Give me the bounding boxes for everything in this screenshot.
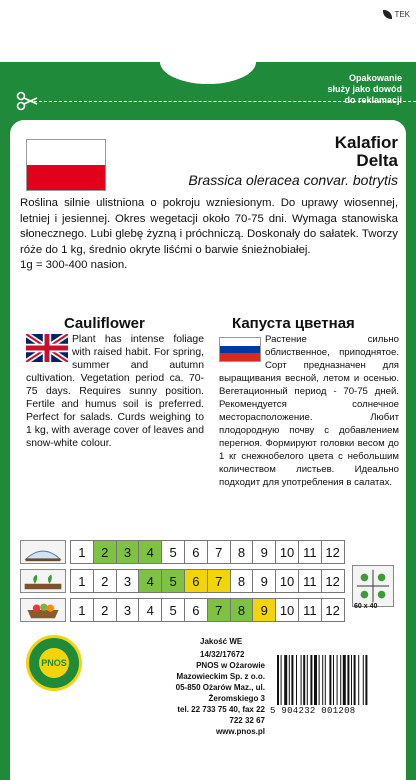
pnos-logo: PNOS — [26, 635, 82, 691]
english-description: Plant has intense foliage with raised habit. For spring, summer and autumn cultivation. Vegetation period ca. 70-75 days. Requires sunny position. Fertile and humus soil is preferred. Perfect for salads. Curds weighing to 1 kg, with average cover of leaves and snow-white colour. — [26, 334, 204, 449]
month-cell: 12 — [321, 540, 345, 564]
month-cell: 9 — [252, 598, 276, 622]
product-title: Kalafior Delta Brassica oleracea convar. botrytis — [188, 133, 398, 188]
month-cell: 7 — [207, 569, 231, 593]
russian-description: Растение сильно облиственное, приподнятое. Сорт предназначен для выращивания весной, летом и осенью. Вегетационный период - 70-75 дней. Рекомендуется солнечное месторасположение. Любит плодородную почву с добавлением перегноя. Формируют головки весом до 1 кг снежнобелого цвета с небольшим количеством листьев. Идеально подходит для употребления в салатах. — [219, 334, 399, 488]
quality-label: Jakość WE — [200, 637, 243, 646]
greenhouse-sowing-icon — [20, 540, 66, 564]
month-cell: 4 — [138, 569, 162, 593]
month-cell: 3 — [116, 569, 140, 593]
month-cell: 10 — [275, 598, 299, 622]
month-cell: 7 — [207, 598, 231, 622]
month-cell: 8 — [230, 569, 254, 593]
month-cell: 2 — [93, 569, 117, 593]
month-cell: 10 — [275, 540, 299, 564]
outdoor-planting-icon — [20, 569, 66, 593]
month-cell: 9 — [252, 569, 276, 593]
spacing-icon — [352, 565, 394, 607]
complaint-notice: Opakowanie służy jako dowód do reklamacji — [327, 73, 402, 105]
month-cell: 1 — [70, 569, 94, 593]
month-cell: 2 — [93, 540, 117, 564]
month-cell: 6 — [184, 540, 208, 564]
calendar-row-planting — [20, 569, 396, 593]
hang-hole — [160, 40, 256, 84]
month-cell: 4 — [138, 598, 162, 622]
month-cell: 1 — [70, 540, 94, 564]
month-cell: 8 — [230, 540, 254, 564]
calendar-row-sowing — [20, 540, 396, 564]
month-cell: 5 — [161, 540, 185, 564]
leaf-icon — [383, 10, 392, 19]
harvest-icon — [20, 598, 66, 622]
month-cell: 11 — [298, 569, 322, 593]
month-cell: 4 — [138, 540, 162, 564]
barcode-number: 5 904232 001208 — [270, 706, 356, 716]
tek-mark: TEK — [383, 10, 410, 19]
barcode — [275, 655, 400, 705]
month-cell: 12 — [321, 598, 345, 622]
cut-line — [34, 101, 416, 102]
english-heading: Cauliflower — [64, 315, 145, 332]
month-cell: 6 — [184, 569, 208, 593]
month-cell: 9 — [252, 540, 276, 564]
month-cell: 5 — [161, 569, 185, 593]
month-cell: 5 — [161, 598, 185, 622]
russian-heading: Капуста цветная — [232, 315, 355, 332]
month-cell: 10 — [275, 569, 299, 593]
month-cell: 6 — [184, 598, 208, 622]
poland-flag-icon — [26, 139, 106, 191]
month-cell: 3 — [116, 540, 140, 564]
month-cell: 1 — [70, 598, 94, 622]
polish-description: Roślina silnie ulistniona o pokroju wzniesionym. Do uprawy wiosennej, letniej i jesiennej. Okres wegetacji około 70-75 dni. Wymaga stanowiska słonecznego. Lubi glebę żyzną i próchniczą. Doskonały do sałatek. Tworzy róże do 1 kg, średnio okryte liśćmi o barwie śnieżnobiałej. 1g = 300-400 nasion. — [20, 197, 398, 271]
month-cell: 7 — [207, 540, 231, 564]
month-cell: 12 — [321, 569, 345, 593]
month-cell: 2 — [93, 598, 117, 622]
calendar-row-harvest — [20, 598, 396, 622]
month-cell: 11 — [298, 598, 322, 622]
month-cell: 3 — [116, 598, 140, 622]
month-cell: 8 — [230, 598, 254, 622]
spacing-label: 60 x 40 — [354, 603, 378, 610]
company-address: PNOS w Ożarowie Mazowieckim Sp. z o.o. 05-850 Ożarów Maz., ul. Żeromskiego 3 tel. 22 733 75 40, fax 22 722 32 67 www.pnos.pl — [175, 661, 265, 736]
month-cell: 11 — [298, 540, 322, 564]
lot-number: 14/32/17672 — [200, 650, 245, 659]
